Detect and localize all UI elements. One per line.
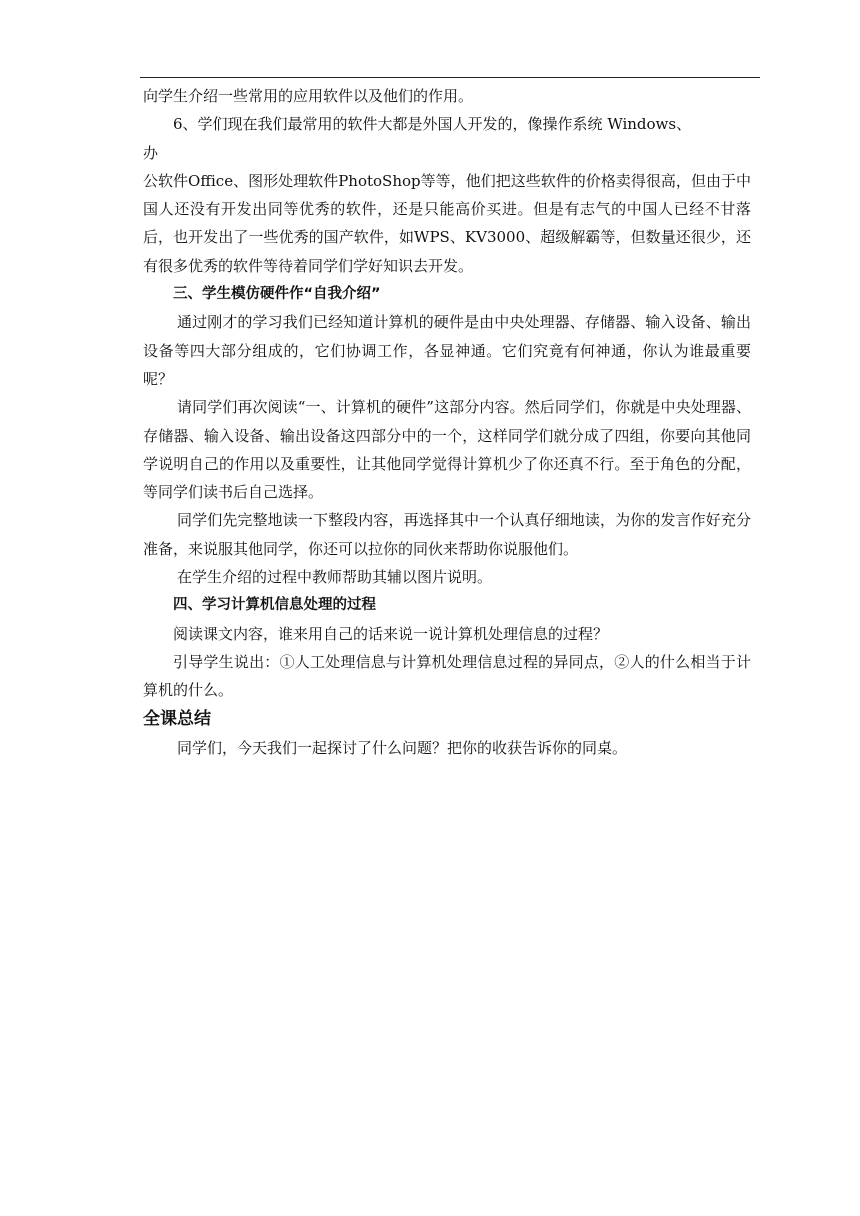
paragraph-item-6-wrap: 办 bbox=[143, 143, 159, 162]
paragraph-hardware-parts: 通过刚才的学习我们已经知道计算机的硬件是由中央处理器、存储器、输入设备、输出设备等四大部分组成的，它们协调工作，各显神通。它们究竟有何神通，你认为谁最重要呢？ bbox=[143, 313, 751, 388]
heading-self-introduction: 三、学生模仿硬件作“自我介绍” bbox=[173, 286, 381, 303]
paragraph-guide-students: 引导学生说出：①人工处理信息与计算机处理信息过程的异同点，②人的什么相当于计算机的什么。 bbox=[143, 652, 751, 700]
paragraph-teacher-help: 在学生介绍的过程中教师帮助其辅以图片说明。 bbox=[177, 568, 493, 587]
heading-information-processing: 四、学习计算机信息处理的过程 bbox=[173, 597, 376, 614]
document-body bbox=[143, 82, 751, 762]
paragraph-software-intro: 向学生介绍一些常用的应用软件以及他们的作用。 bbox=[143, 87, 474, 105]
paragraph-read-text: 阅读课文内容，谁来用自己的话来说一说计算机处理信息的过程？ bbox=[173, 624, 609, 643]
paragraph-foreign-software: 公软件Office、图形处理软件PhotoShop等等，他们把这些软件的价格卖得很高，但由于中国人还没有开发出同等优秀的软件，还是只能高价买进。但是有志气的中国人已经不甘落后，也开发出了一些优秀的国产软件，如WPS、KV3000、超级解霸等，但数量还很少，还有很多优秀的软件等待着同学们学好知识去开发。 bbox=[143, 171, 751, 275]
paragraph-prepare-speech: 同学们先完整地读一下整段内容，再选择其中一个认真仔细地读，为你的发言作好充分准备，来说服其他同学，你还可以拉你的同伙来帮助你说服他们。 bbox=[143, 511, 751, 558]
paragraph-reading-task: 请同学们再次阅读“一、计算机的硬件”这部分内容。然后同学们，你就是中央处理器、存储器、输入设备、输出设备这四部分中的一个，这样同学们就分成了四组，你要向其他同学说明自己的作用以及重要性，让其他同学觉得计算机少了你还真不行。至于角色的分配，等同学们读书后自己选择。 bbox=[143, 398, 751, 502]
section-title-summary: 全课总结 bbox=[143, 708, 211, 729]
paragraph-item-6: 6、学们现在我们最常用的软件大都是外国人开发的，像操作系统 Windows、 bbox=[173, 115, 692, 134]
header-rule bbox=[140, 77, 760, 78]
paragraph-summary: 同学们，今天我们一起探讨了什么问题？把你的收获告诉你的同桌。 bbox=[177, 738, 628, 757]
